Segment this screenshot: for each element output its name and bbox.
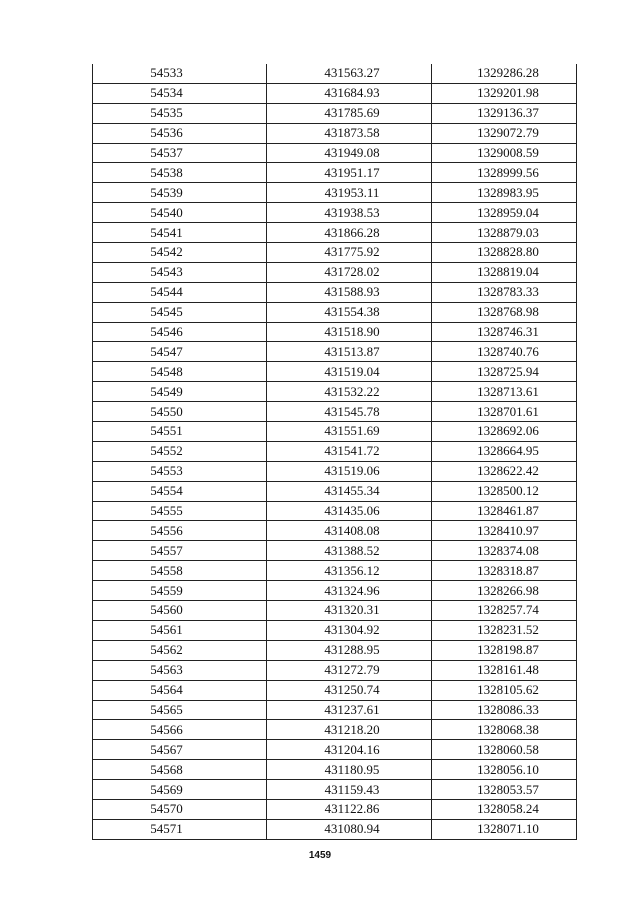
table-row	[93, 362, 577, 382]
x-coordinate-cell: 431513.87	[267, 342, 432, 362]
x-coordinate-cell: 431519.06	[267, 461, 432, 481]
y-coordinate-cell: 1328879.03	[432, 223, 577, 243]
table-row	[93, 163, 577, 183]
point-id-cell: 54534	[93, 83, 267, 103]
x-coordinate-cell: 431159.43	[267, 780, 432, 800]
point-id-cell: 54547	[93, 342, 267, 362]
point-id-cell: 54548	[93, 362, 267, 382]
x-coordinate-cell: 431180.95	[267, 760, 432, 780]
x-coordinate-cell: 431237.61	[267, 700, 432, 720]
table-row	[93, 660, 577, 680]
table-row	[93, 83, 577, 103]
table-row	[93, 561, 577, 581]
point-id-cell: 54564	[93, 680, 267, 700]
y-coordinate-cell: 1329286.28	[432, 64, 577, 83]
x-coordinate-cell: 431953.11	[267, 183, 432, 203]
x-coordinate-cell: 431080.94	[267, 819, 432, 839]
table-row	[93, 441, 577, 461]
x-coordinate-cell: 431951.17	[267, 163, 432, 183]
x-coordinate-cell: 431866.28	[267, 223, 432, 243]
point-id-cell: 54566	[93, 720, 267, 740]
point-id-cell: 54557	[93, 541, 267, 561]
table-row	[93, 402, 577, 422]
y-coordinate-cell: 1328231.52	[432, 620, 577, 640]
point-id-cell: 54552	[93, 441, 267, 461]
y-coordinate-cell: 1328983.95	[432, 183, 577, 203]
point-id-cell: 54560	[93, 601, 267, 621]
point-id-cell: 54535	[93, 103, 267, 123]
x-coordinate-cell: 431408.08	[267, 521, 432, 541]
table-row	[93, 143, 577, 163]
point-id-cell: 54543	[93, 262, 267, 282]
point-id-cell: 54553	[93, 461, 267, 481]
y-coordinate-cell: 1328783.33	[432, 282, 577, 302]
x-coordinate-cell: 431554.38	[267, 302, 432, 322]
table-row	[93, 183, 577, 203]
point-id-cell: 54545	[93, 302, 267, 322]
x-coordinate-cell: 431518.90	[267, 322, 432, 342]
table-row	[93, 322, 577, 342]
table-row	[93, 680, 577, 700]
table-row	[93, 461, 577, 481]
y-coordinate-cell: 1328959.04	[432, 203, 577, 223]
y-coordinate-cell: 1328819.04	[432, 262, 577, 282]
y-coordinate-cell: 1328692.06	[432, 422, 577, 442]
y-coordinate-cell: 1329136.37	[432, 103, 577, 123]
y-coordinate-cell: 1328053.57	[432, 780, 577, 800]
y-coordinate-cell: 1328068.38	[432, 720, 577, 740]
table-row	[93, 740, 577, 760]
coordinate-table	[92, 64, 577, 840]
y-coordinate-cell: 1328410.97	[432, 521, 577, 541]
y-coordinate-cell: 1329072.79	[432, 123, 577, 143]
x-coordinate-cell: 431218.20	[267, 720, 432, 740]
x-coordinate-cell: 431324.96	[267, 581, 432, 601]
table-row	[93, 720, 577, 740]
y-coordinate-cell: 1328828.80	[432, 243, 577, 263]
y-coordinate-cell: 1328318.87	[432, 561, 577, 581]
point-id-cell: 54558	[93, 561, 267, 581]
table-row	[93, 819, 577, 839]
x-coordinate-cell: 431250.74	[267, 680, 432, 700]
x-coordinate-cell: 431532.22	[267, 382, 432, 402]
y-coordinate-cell: 1328071.10	[432, 819, 577, 839]
x-coordinate-cell: 431541.72	[267, 441, 432, 461]
x-coordinate-cell: 431288.95	[267, 640, 432, 660]
y-coordinate-cell: 1328266.98	[432, 581, 577, 601]
x-coordinate-cell: 431588.93	[267, 282, 432, 302]
x-coordinate-cell: 431304.92	[267, 620, 432, 640]
table-row	[93, 382, 577, 402]
x-coordinate-cell: 431684.93	[267, 83, 432, 103]
table-row	[93, 302, 577, 322]
x-coordinate-cell: 431204.16	[267, 740, 432, 760]
point-id-cell: 54569	[93, 780, 267, 800]
x-coordinate-cell: 431435.06	[267, 501, 432, 521]
x-coordinate-cell: 431388.52	[267, 541, 432, 561]
point-id-cell: 54544	[93, 282, 267, 302]
table-row	[93, 760, 577, 780]
x-coordinate-cell: 431545.78	[267, 402, 432, 422]
table-row	[93, 243, 577, 263]
x-coordinate-cell: 431519.04	[267, 362, 432, 382]
table-row	[93, 640, 577, 660]
table-row	[93, 799, 577, 819]
table-row	[93, 262, 577, 282]
y-coordinate-cell: 1328058.24	[432, 799, 577, 819]
point-id-cell: 54546	[93, 322, 267, 342]
coordinate-table-body	[93, 64, 577, 839]
table-row	[93, 223, 577, 243]
y-coordinate-cell: 1328746.31	[432, 322, 577, 342]
point-id-cell: 54556	[93, 521, 267, 541]
x-coordinate-cell: 431320.31	[267, 601, 432, 621]
table-row	[93, 481, 577, 501]
page-number: 1459	[308, 850, 332, 861]
point-id-cell: 54559	[93, 581, 267, 601]
point-id-cell: 54567	[93, 740, 267, 760]
x-coordinate-cell: 431563.27	[267, 64, 432, 83]
point-id-cell: 54555	[93, 501, 267, 521]
point-id-cell: 54562	[93, 640, 267, 660]
point-id-cell: 54551	[93, 422, 267, 442]
y-coordinate-cell: 1328999.56	[432, 163, 577, 183]
table-row	[93, 541, 577, 561]
point-id-cell: 54563	[93, 660, 267, 680]
table-row	[93, 501, 577, 521]
x-coordinate-cell: 431873.58	[267, 123, 432, 143]
table-row	[93, 123, 577, 143]
y-coordinate-cell: 1328500.12	[432, 481, 577, 501]
table-row	[93, 601, 577, 621]
point-id-cell: 54571	[93, 819, 267, 839]
table-row	[93, 422, 577, 442]
point-id-cell: 54565	[93, 700, 267, 720]
point-id-cell: 54554	[93, 481, 267, 501]
x-coordinate-cell: 431356.12	[267, 561, 432, 581]
y-coordinate-cell: 1328664.95	[432, 441, 577, 461]
x-coordinate-cell: 431272.79	[267, 660, 432, 680]
y-coordinate-cell: 1328198.87	[432, 640, 577, 660]
table-row	[93, 620, 577, 640]
y-coordinate-cell: 1328461.87	[432, 501, 577, 521]
y-coordinate-cell: 1328105.62	[432, 680, 577, 700]
y-coordinate-cell: 1328713.61	[432, 382, 577, 402]
y-coordinate-cell: 1328622.42	[432, 461, 577, 481]
x-coordinate-cell: 431551.69	[267, 422, 432, 442]
y-coordinate-cell: 1328768.98	[432, 302, 577, 322]
point-id-cell: 54536	[93, 123, 267, 143]
table-row	[93, 282, 577, 302]
x-coordinate-cell: 431785.69	[267, 103, 432, 123]
point-id-cell: 54550	[93, 402, 267, 422]
point-id-cell: 54538	[93, 163, 267, 183]
x-coordinate-cell: 431455.34	[267, 481, 432, 501]
table-row	[93, 700, 577, 720]
table-row	[93, 342, 577, 362]
y-coordinate-cell: 1328056.10	[432, 760, 577, 780]
table-row	[93, 103, 577, 123]
y-coordinate-cell: 1328161.48	[432, 660, 577, 680]
y-coordinate-cell: 1328374.08	[432, 541, 577, 561]
point-id-cell: 54541	[93, 223, 267, 243]
y-coordinate-cell: 1328060.58	[432, 740, 577, 760]
table-row	[93, 780, 577, 800]
point-id-cell: 54542	[93, 243, 267, 263]
point-id-cell: 54537	[93, 143, 267, 163]
point-id-cell: 54549	[93, 382, 267, 402]
x-coordinate-cell: 431938.53	[267, 203, 432, 223]
x-coordinate-cell: 431949.08	[267, 143, 432, 163]
point-id-cell: 54533	[93, 64, 267, 83]
x-coordinate-cell: 431728.02	[267, 262, 432, 282]
y-coordinate-cell: 1328086.33	[432, 700, 577, 720]
y-coordinate-cell: 1328740.76	[432, 342, 577, 362]
point-id-cell: 54570	[93, 799, 267, 819]
table-row	[93, 64, 577, 83]
point-id-cell: 54568	[93, 760, 267, 780]
x-coordinate-cell: 431775.92	[267, 243, 432, 263]
point-id-cell: 54539	[93, 183, 267, 203]
y-coordinate-cell: 1328725.94	[432, 362, 577, 382]
y-coordinate-cell: 1328257.74	[432, 601, 577, 621]
x-coordinate-cell: 431122.86	[267, 799, 432, 819]
table-row	[93, 581, 577, 601]
point-id-cell: 54561	[93, 620, 267, 640]
table-row	[93, 203, 577, 223]
y-coordinate-cell: 1328701.61	[432, 402, 577, 422]
point-id-cell: 54540	[93, 203, 267, 223]
y-coordinate-cell: 1329201.98	[432, 83, 577, 103]
y-coordinate-cell: 1329008.59	[432, 143, 577, 163]
table-row	[93, 521, 577, 541]
